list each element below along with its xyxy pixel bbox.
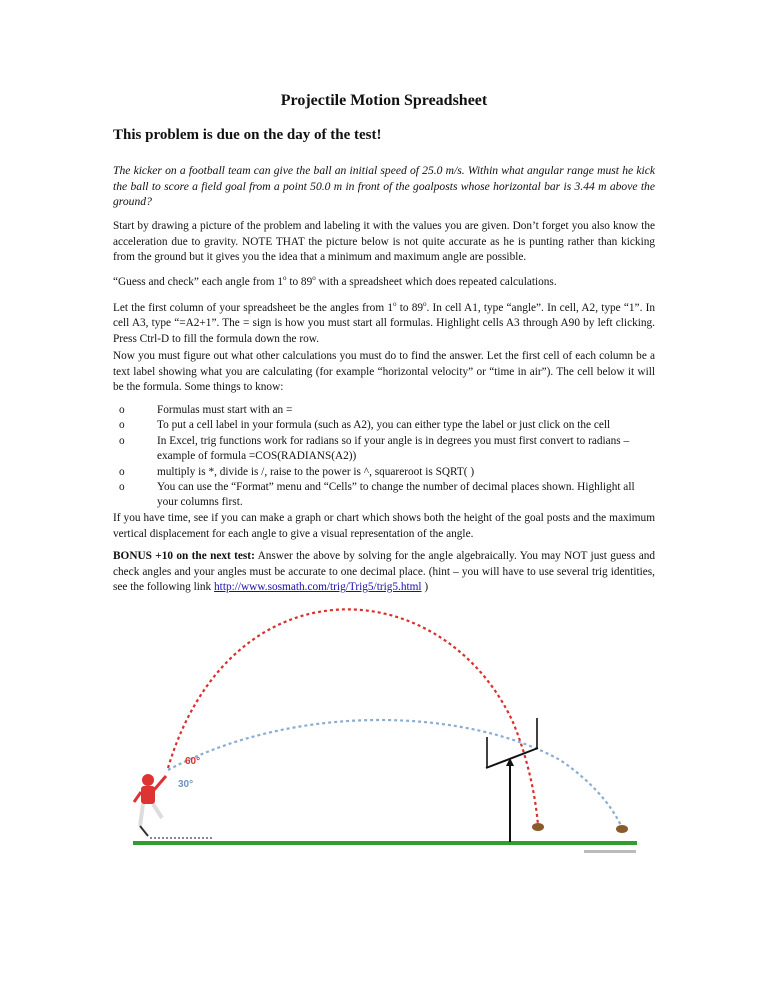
trig-identities-link[interactable]: http://www.sosmath.com/trig/Trig5/trig5.html — [214, 581, 422, 594]
list-item: o Formulas must start with an = — [113, 403, 655, 418]
guess-and-check-paragraph: “Guess and check” each angle from 1$^o$ to 89$^o$ with a spreadsheet which does repeated calculations. — [113, 274, 557, 288]
projectile-figure — [0, 600, 768, 860]
bullet-marker: o — [119, 481, 125, 494]
bonus-paragraph: BONUS +10 on the next test: Answer the above by solving for the angle algebraically. You may NOT just guess and check angles and your angles must be accurate to one decimal place. (hint – you will have to use several trig identities, see the following link http://www.sosmath.com/trig/Trig5/trig5.html ) — [113, 550, 656, 594]
bullet-marker: o — [119, 404, 125, 416]
list-item: o You can use the “Format” menu and “Cells” to change the number of decimal places shown. Highlight all your columns first. — [119, 481, 635, 509]
tips-list — [113, 403, 655, 511]
ground-line — [133, 841, 637, 845]
bullet-marker: o — [119, 465, 125, 478]
bonus-label: BONUS +10 on the next test: — [113, 550, 255, 562]
instructions-start: Start by drawing a picture of the problem and labeling it with the values you are given. Don’t forget you also know the acceleration due to gravity. NOTE THAT the picture below is not quite accurate as he is punting rather than kicking from the ground but it gives you the idea that a minimum and maximum angle are possible. — [113, 220, 655, 264]
angle-label-60: 60° — [185, 756, 201, 767]
credit-mark — [584, 850, 636, 853]
trajectory-60 — [168, 609, 538, 825]
ball-high — [532, 823, 544, 831]
list-item: o To put a cell label in your formula (such as A2), you can either type the label or just click on the cell — [113, 418, 655, 433]
list-item: o In Excel, trig functions work for radians so if your angle is in degrees you must first convert to radians – example of formula =COS(RADIANS(A2)) — [119, 434, 630, 463]
bullet-marker: o — [119, 434, 125, 447]
due-notice: This problem is due on the day of the test! — [113, 127, 382, 143]
ball-low — [616, 825, 628, 833]
first-column-paragraph: Let the first column of your spreadsheet be the angles from 1$^o$ to 89$^o$. In cell A1, type “angle”. In cell, A2, type “1”. In cell A3, type “=A2+1”. The = sign is how you must start all formulas. Highlight cells A3 through A90 by left clicking. Press Ctrl-D to fill the formula down the row. — [113, 300, 656, 345]
list-item: o multiply is *, divide is /, raise to the power is ^, squareroot is SQRT( ) — [113, 465, 655, 480]
graph-paragraph: If you have time, see if you can make a graph or chart which shows both the height of the goal posts and the maximum vertical displacement for each angle to give a visual representation of the angle. — [113, 512, 655, 540]
kicker-figure — [134, 774, 166, 836]
problem-statement: The kicker on a football team can give the ball an initial speed of 25.0 m/s. Within what angular range must he kick the ball to score a field goal from a point 50.0 m in front of the goalposts whose horizontal bar is 3.44 m above the ground? — [113, 164, 655, 209]
angle-label-30: 30° — [178, 779, 194, 790]
figure-out-paragraph: Now you must figure out what other calculations you must do to find the answer. Let the first cell of each column be a text label showing what you are calculating (for example “horizontal velocity” or “time in air”). The cell below it will be the formula. Some things to know: — [113, 350, 655, 394]
trajectory-30 — [168, 720, 622, 828]
page-title: Projectile Motion Spreadsheet — [280, 92, 488, 109]
bullet-marker: o — [119, 419, 125, 432]
